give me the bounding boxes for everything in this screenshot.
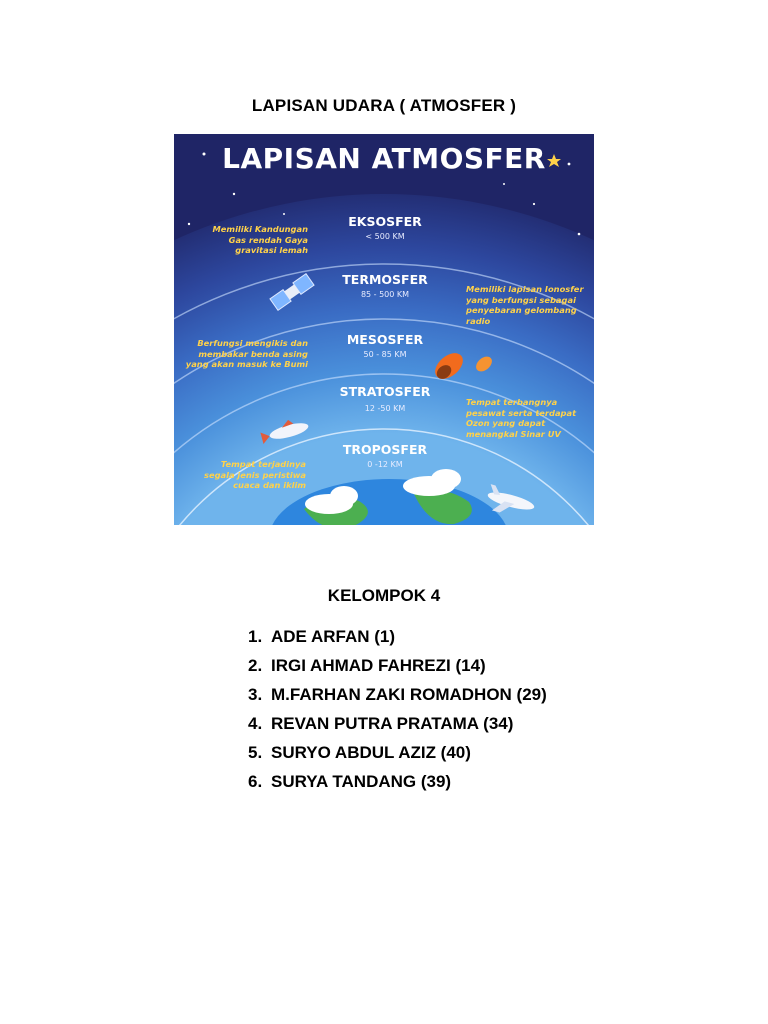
note-eksosfer: Memiliki Kandungan Gas rendah Gaya gravitasi lemah: [212, 224, 308, 255]
list-item: [248, 771, 547, 800]
layer-stratosfer-range: 12 -50 KM: [364, 404, 406, 413]
member-name: SURYO ABDUL AZIZ (40): [271, 743, 471, 762]
list-number: 6.: [248, 772, 263, 791]
list-item: [248, 655, 547, 684]
note-stratosfer: Tempat terbangnya pesawat serta terdapat Ozon yang dapat menangkal Sinar UV: [466, 397, 577, 439]
note-troposfer: Tempat terjadinya segala jenis peristiwa cuaca dan iklim: [204, 459, 306, 490]
layer-eksosfer-range: < 500 KM: [365, 232, 405, 241]
note-termosfer: Memiliki lapisan Ionosfer yang berfungsi sebagai penyebaran gelombang radio: [466, 284, 584, 326]
list-number: 2.: [248, 656, 263, 675]
layer-troposfer-name: TROPOSFER: [342, 442, 428, 457]
layer-termosfer-range: 85 - 500 KM: [360, 290, 410, 299]
member-name: SURYA TANDANG (39): [271, 772, 452, 791]
list-number: 5.: [248, 743, 263, 762]
list-number: 4.: [248, 714, 263, 733]
layer-stratosfer-name: STRATOSFER: [339, 384, 431, 399]
member-name: M.FARHAN ZAKI ROMADHON (29): [271, 685, 547, 704]
list-number: 3.: [248, 685, 263, 704]
list-item: [248, 626, 547, 655]
member-list: [248, 626, 547, 800]
document-title: LAPISAN UDARA ( ATMOSFER ): [251, 96, 517, 115]
list-item: [248, 742, 547, 771]
member-name: IRGI AHMAD FAHREZI (14): [271, 656, 486, 675]
group-title: KELOMPOK 4: [327, 586, 441, 605]
layer-eksosfer-name: EKSOSFER: [348, 214, 422, 229]
member-name: REVAN PUTRA PRATAMA (34): [271, 714, 514, 733]
list-item: [248, 684, 547, 713]
note-mesosfer: Berfungsi mengikis dan membakar benda asing yang akan masuk ke Bumi: [185, 338, 308, 369]
infographic-title: LAPISAN ATMOSFER: [222, 142, 546, 175]
layer-troposfer-range: 0 -12 KM: [367, 460, 403, 469]
list-item: [248, 713, 547, 742]
layer-mesosfer-name: MESOSFER: [346, 332, 424, 347]
layer-termosfer-name: TERMOSFER: [342, 272, 428, 287]
list-number: 1.: [248, 627, 263, 646]
atmosphere-infographic: [174, 134, 594, 525]
member-name: ADE ARFAN (1): [271, 627, 396, 646]
layer-mesosfer-range: 50 - 85 KM: [363, 350, 407, 359]
